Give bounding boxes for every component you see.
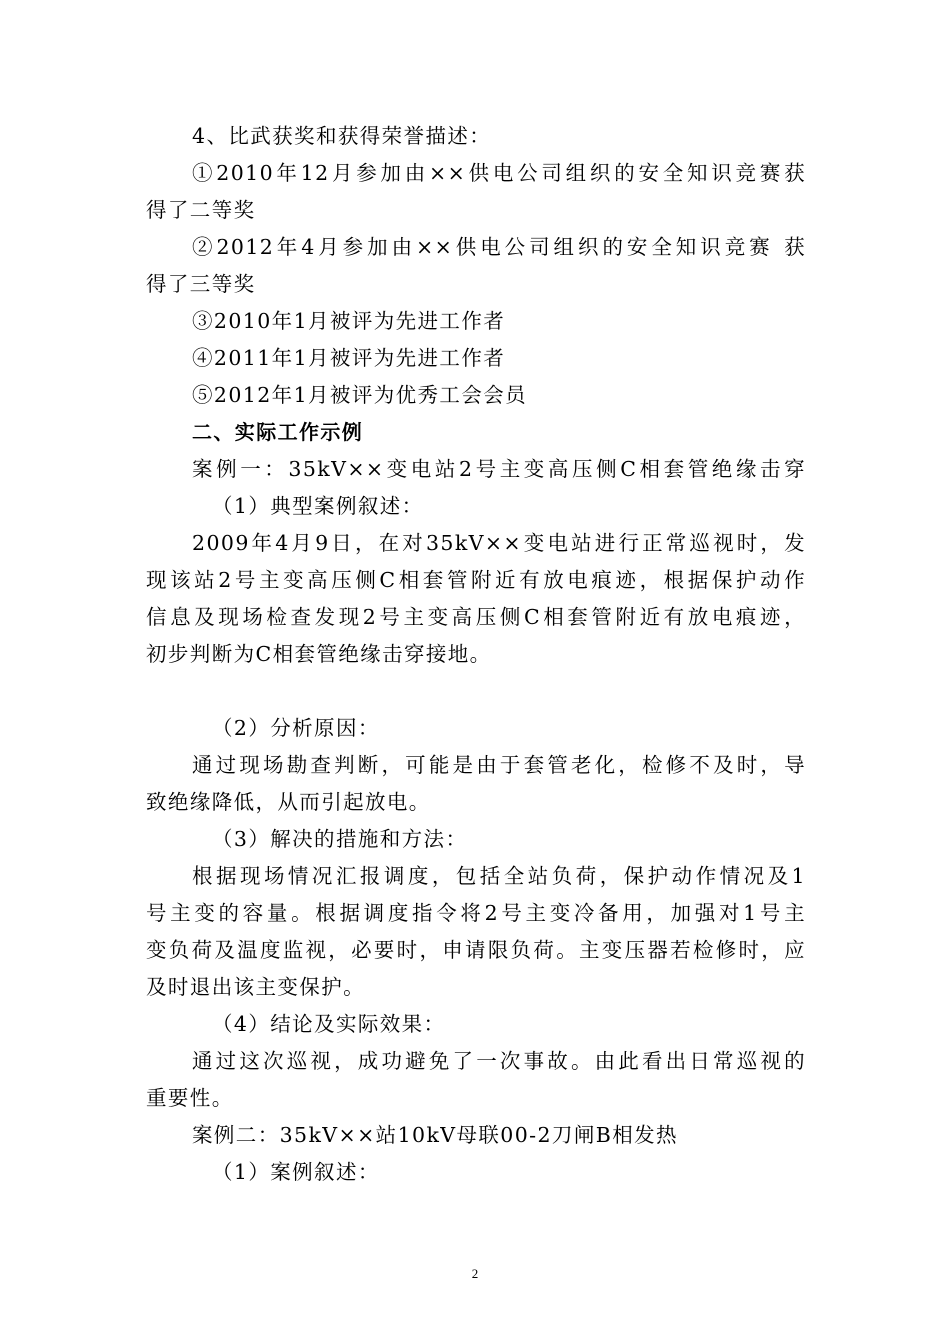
case-1-sub-3-title: （3）解决的措施和方法： — [212, 827, 468, 851]
case-1-sub-2-line-1: 通过现场勘查判断，可能是由于套管老化，检修不及时，导 — [192, 753, 806, 777]
case-1-sub-1-line-2: 现该站2号主变高压侧C相套管附近有放电痕迹，根据保护动作 — [146, 568, 806, 592]
award-item-4: ④2011年1月被评为先进工作者 — [192, 346, 506, 370]
case-1-sub-2-line-2: 致绝缘降低，从而引起放电。 — [146, 790, 431, 814]
case-1-sub-1-line-1: 2009年4月9日，在对35kV××变电站进行正常巡视时，发 — [192, 531, 806, 555]
case-1-sub-3-line-2: 号主变的容量。根据调度指令将2号主变冷备用，加强对1号主 — [146, 901, 806, 925]
case-1-sub-3-line-1: 根据现场情况汇报调度，包括全站负荷，保护动作情况及1 — [192, 864, 806, 888]
case-1-sub-4-line-1: 通过这次巡视，成功避免了一次事故。由此看出日常巡视的 — [192, 1049, 806, 1073]
blank-line — [146, 673, 806, 710]
award-item-5: ⑤2012年1月被评为优秀工会会员 — [192, 383, 528, 407]
award-item-1-line-1: ①2010年12月参加由××供电公司组织的安全知识竞赛获 — [192, 161, 806, 185]
case-1-sub-4-title: （4）结论及实际效果： — [212, 1012, 446, 1036]
page-content — [146, 118, 806, 1191]
award-item-3: ③2010年1月被评为先进工作者 — [192, 309, 506, 333]
award-item-2-line-2: 得了三等奖 — [146, 272, 256, 296]
award-item-2-line-1: ②2012年4月参加由××供电公司组织的安全知识竞赛 获 — [192, 235, 806, 259]
page-number: 2 — [471, 1266, 479, 1281]
case-1-sub-1-title: （1）典型案例叙述： — [212, 494, 424, 518]
case-2-title: 案例二：35kV××站10kV母联00-2刀闸B相发热 — [192, 1123, 678, 1147]
case-1-sub-3-line-4: 及时退出该主变保护。 — [146, 975, 365, 999]
case-1-sub-2-title: （2）分析原因： — [212, 716, 380, 740]
case-2-sub-1-title: （1）案例叙述： — [212, 1160, 380, 1184]
case-1-sub-1-line-4: 初步判断为C相套管绝缘击穿接地。 — [146, 642, 492, 666]
case-1-sub-1-line-3: 信息及现场检查发现2号主变高压侧C相套管附近有放电痕迹， — [146, 605, 806, 629]
case-1-sub-3-line-3: 变负荷及温度监视，必要时，申请限负荷。主变压器若检修时，应 — [146, 938, 806, 962]
section-2-heading: 二、实际工作示例 — [192, 420, 364, 444]
award-item-1-line-2: 得了二等奖 — [146, 198, 256, 222]
case-1-title: 案例一：35kV××变电站2号主变高压侧C相套管绝缘击穿 — [192, 457, 806, 481]
section-4-title: 4、比武获奖和获得荣誉描述： — [192, 124, 492, 148]
case-1-sub-4-line-2: 重要性。 — [146, 1086, 234, 1110]
